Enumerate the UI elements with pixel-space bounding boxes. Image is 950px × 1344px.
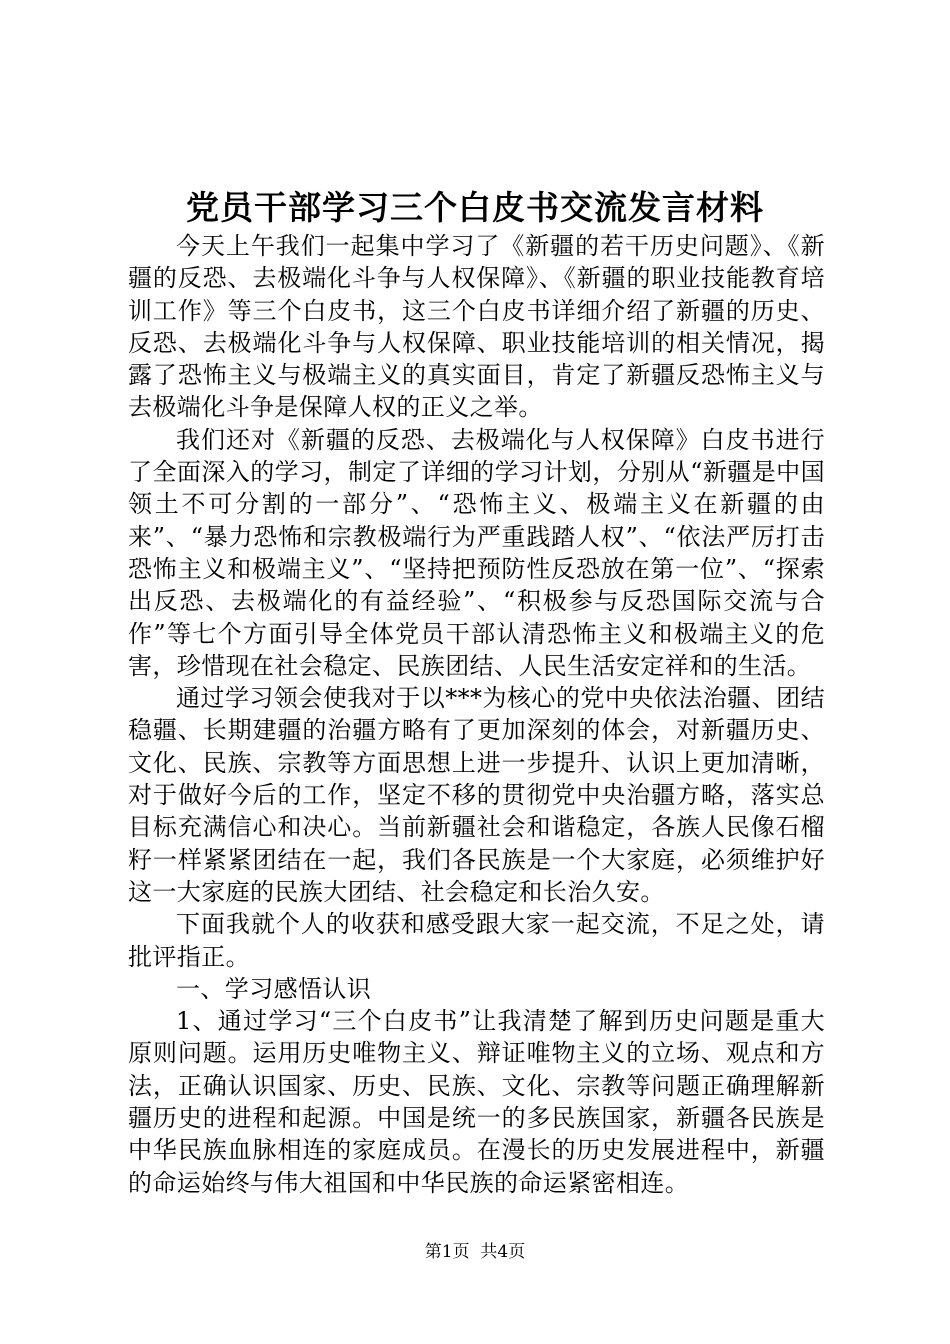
- section-heading: 一、学习感悟认识: [176, 974, 372, 1003]
- paragraph-4: 下面我就个人的收获和感受跟大家一起交流，不足之处，请批评指正。: [128, 910, 825, 971]
- paragraph-3: 通过学习领会使我对于以***为核心的党中央依法治疆、团结稳疆、长期建疆的治疆方略有了更加深刻的体会，对新疆历史、文化、民族、宗教等方面思想上进一步提升、认识上更加清晰，对于做好今后的工作，坚定不移的贯彻党中央治疆方略，落实总目标充满信心和决心。当前新疆社会和谐稳定，各族人民像石榴籽一样紧紧团结在一起，我们各民族是一个大家庭，必须维护好这一大家庭的民族大团结、社会稳定和长治久安。: [128, 684, 825, 906]
- paragraph-1: 今天上午我们一起集中学习了《新疆的若干历史问题》、《新疆的反恐、去极端化斗争与人权保障》、《新疆的职业技能教育培训工作》等三个白皮书，这三个白皮书详细介绍了新疆的历史、反恐、去极端化斗争与人权保障、职业技能培训的相关情况，揭露了恐怖主义与极端主义的真实面目，肯定了新疆反恐怖主义与去极端化斗争是保障人权的正义之举。: [128, 232, 825, 422]
- document-title: 党员干部学习三个白皮书交流发言材料: [186, 188, 764, 227]
- paragraph-5: 1、通过学习“三个白皮书”让我清楚了解到历史问题是重大原则问题。运用历史唯物主义、辩证唯物主义的立场、观点和方法，正确认识国家、历史、民族、文化、宗教等问题正确理解新疆历史的进程和起源。中国是统一的多民族国家，新疆各民族是中华民族血脉相连的家庭成员。在漫长的历史发展进程中，新疆的命运始终与伟大祖国和中华民族的命运紧密相连。: [128, 1007, 825, 1197]
- document-body: [128, 230, 825, 1199]
- page-footer: [0, 1240, 950, 1264]
- page-total: 共4页: [480, 1242, 526, 1262]
- footer-separator: [470, 1242, 481, 1262]
- page-number: 第1页: [424, 1242, 470, 1262]
- paragraph-2: 我们还对《新疆的反恐、去极端化与人权保障》白皮书进行了全面深入的学习，制定了详细的学习计划，分别从“新疆是中国领土不可分割的一部分”、“恐怖主义、极端主义在新疆的由来”、“暴力恐怖和宗教极端行为严重践踏人权”、“依法严厉打击恐怖主义和极端主义”、“坚持把预防性反恐放在第一位”、“探索出反恐、去极端化的有益经验”、“积极参与反恐国际交流与合作”等七个方面引导全体党员干部认清恐怖主义和极端主义的危害，珍惜现在社会稳定、民族团结、人民生活安定祥和的生活。: [128, 425, 825, 680]
